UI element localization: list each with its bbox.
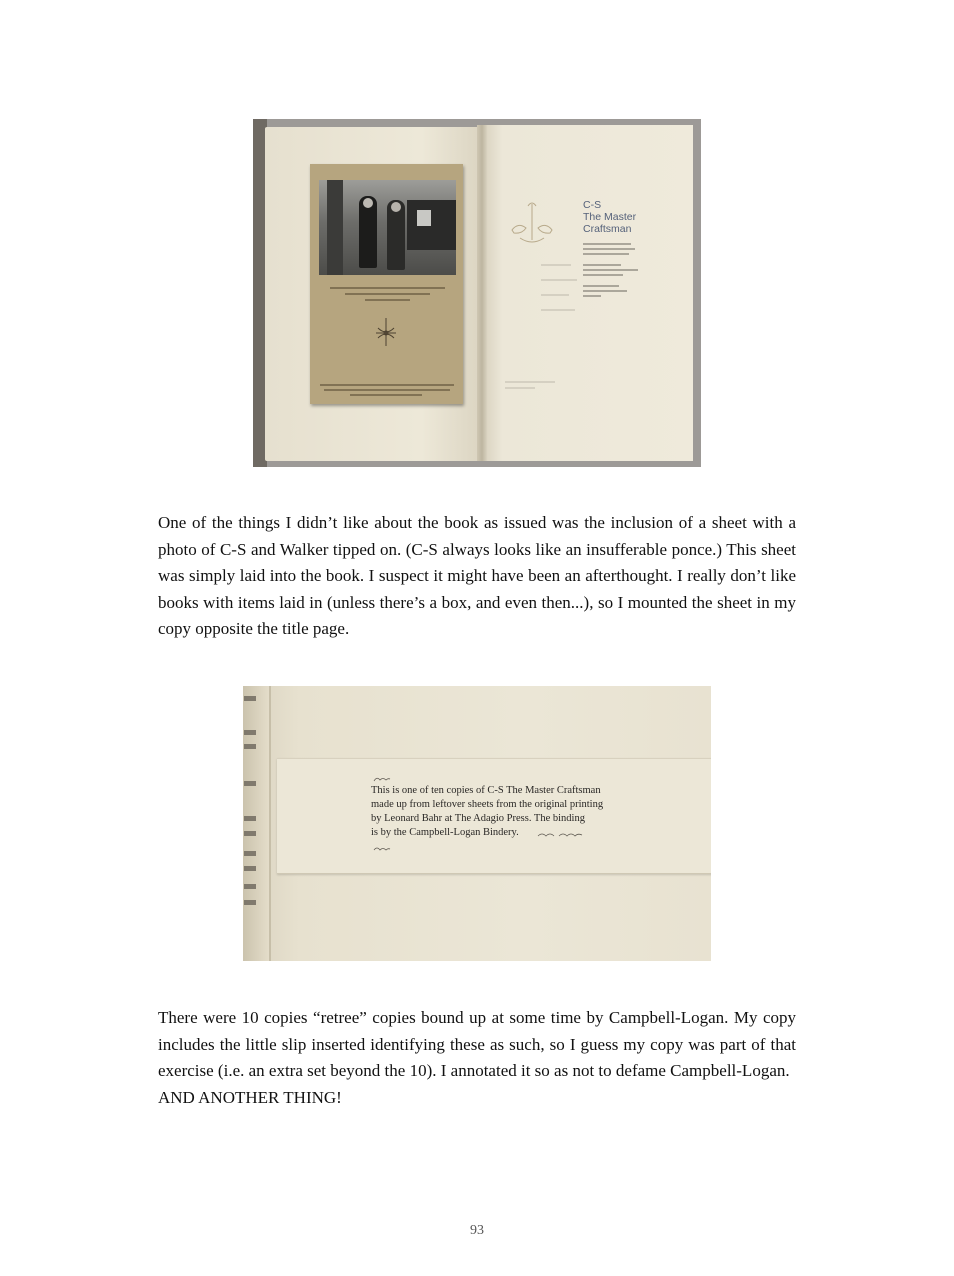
title-line: The Master xyxy=(583,211,637,223)
body-paragraph-group xyxy=(158,1005,796,1111)
facing-page-edge xyxy=(243,686,269,961)
caption-line xyxy=(330,287,445,289)
showthrough-text xyxy=(541,309,575,311)
title-page-text xyxy=(583,295,601,297)
showthrough-text xyxy=(541,294,569,296)
caption-line xyxy=(345,293,430,295)
showthrough-text xyxy=(541,279,577,281)
bird-emblem-icon xyxy=(506,200,558,246)
title-line: Craftsman xyxy=(583,223,632,235)
title-page-text xyxy=(583,248,635,250)
ornament-icon xyxy=(370,316,402,350)
portrait-photo xyxy=(319,180,456,275)
title-page-text xyxy=(583,264,621,266)
slip-line: This is one of ten copies of C-S The Master Craftsman xyxy=(371,785,601,796)
handwritten-annotation xyxy=(373,775,391,783)
handwritten-annotation xyxy=(537,830,583,840)
page-number: 93 xyxy=(470,1223,484,1238)
photo-sheet xyxy=(310,164,463,404)
footnote-line xyxy=(350,394,422,396)
title-page-text xyxy=(583,274,623,276)
right-page xyxy=(481,125,693,461)
footnote-line xyxy=(320,384,454,386)
slip-line: by Leonard Bahr at The Adagio Press. The binding xyxy=(371,813,585,824)
body-paragraph: One of the things I didn’t like about the book as issued was the inclusion of a sheet with a photo of C-S and Walker tipped on. (C-S always looks like an insufferable ponce.) This sheet was simply laid into the book. I suspect it might have been an afterthought. I really don’t like books with items laid in (unless there’s a box, and even then...), so I mounted the sheet in my copy opposite the title page. xyxy=(158,513,796,639)
footnote-line xyxy=(324,389,450,391)
title-page-text xyxy=(583,290,627,292)
identification-slip xyxy=(277,758,711,874)
showthrough-text xyxy=(541,264,571,266)
closing-line: AND ANOTHER THING! xyxy=(158,1087,342,1107)
showthrough-text xyxy=(505,381,555,383)
title-page-text xyxy=(583,243,631,245)
book-gutter xyxy=(477,125,487,461)
slip-line: is by the Campbell-Logan Bindery. xyxy=(371,827,519,838)
photo-tipped-slip xyxy=(243,686,711,961)
title-page-text xyxy=(583,253,629,255)
title-page-heading xyxy=(583,199,636,235)
showthrough-text xyxy=(505,387,535,389)
title-line: C-S xyxy=(583,199,602,211)
caption-line xyxy=(365,299,410,301)
photo-open-book xyxy=(253,119,701,467)
body-paragraph: There were 10 copies “retree” copies bound up at some time by Campbell-Logan. My copy includes the little slip inserted identifying these as such, so I guess my copy was part of that exercise (i.e. an extra set beyond the 10). I annotated it so as not to defame Campbell-Logan. xyxy=(158,1008,796,1081)
title-page-text xyxy=(583,269,638,271)
handwritten-annotation xyxy=(373,845,391,853)
title-page-text xyxy=(583,285,619,287)
slip-line: made up from leftover sheets from the original printing xyxy=(371,799,604,810)
